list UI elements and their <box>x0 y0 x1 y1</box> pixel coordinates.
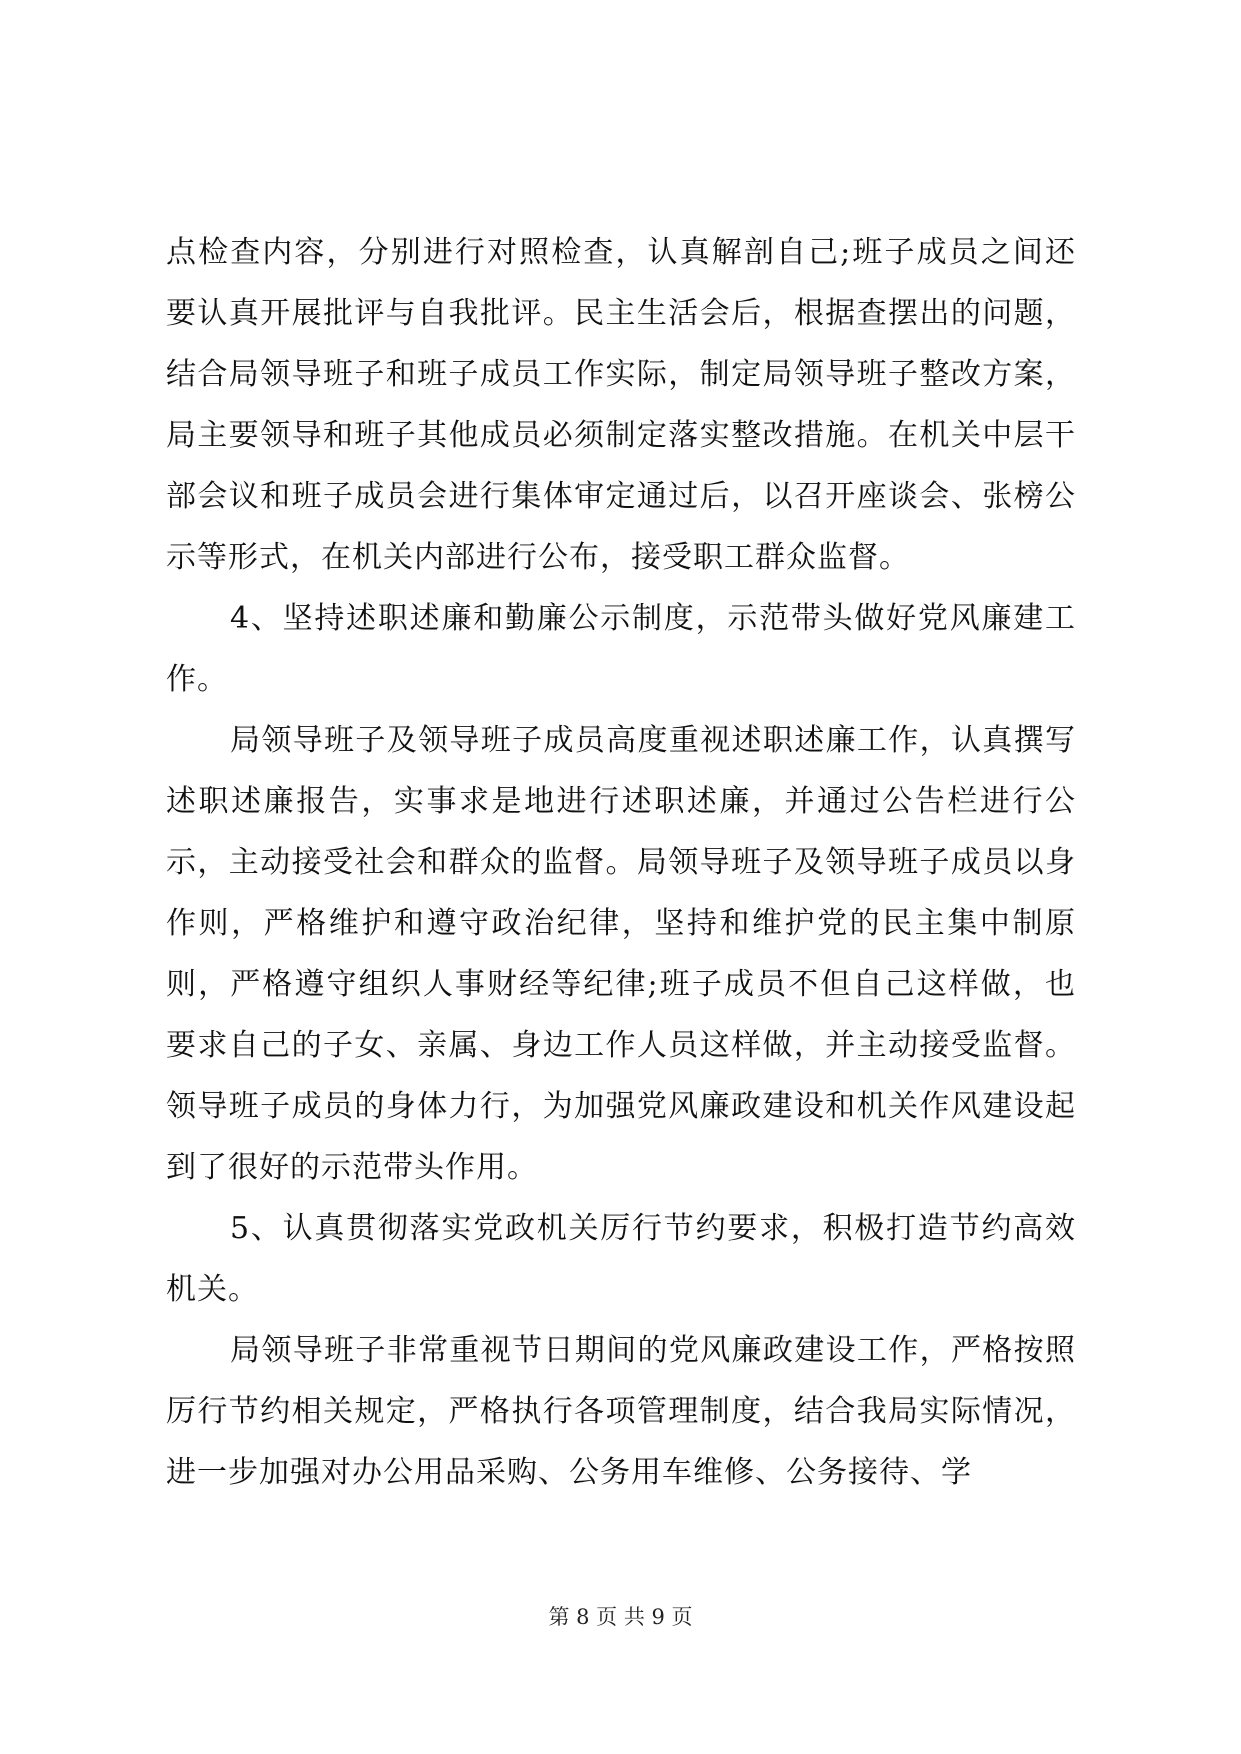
paragraph-debriefing: 局领导班子及领导班子成员高度重视述职述廉工作，认真撰写述职述廉报告，实事求是地进行述职述廉，并通过公告栏进行公示，主动接受社会和群众的监督。局领导班子及领导班子成员以身作则，严格维护和遵守政治纪律，坚持和维护党的民主集中制原则，严格遵守组织人事财经等纪律;班子成员不但自己这样做，也要求自己的子女、亲属、身边工作人员这样做，并主动接受监督。领导班子成员的身体力行，为加强党风廉政建设和机关作风建设起到了很好的示范带头作用。 <box>166 723 1076 1185</box>
section-heading-5: 5、认真贯彻落实党政机关厉行节约要求，积极打造节约高效机关。 <box>166 1211 1076 1307</box>
paragraph-frugality: 局领导班子非常重视节日期间的党风廉政建设工作，严格按照厉行节约相关规定，严格执行各项管理制度，结合我局实际情况，进一步加强对办公用品采购、公务用车维修、公务接待、学 <box>166 1333 1076 1490</box>
paragraph-continuation: 点检查内容，分别进行对照检查，认真解剖自己;班子成员之间还要认真开展批评与自我批评。民主生活会后，根据查摆出的问题，结合局领导班子和班子成员工作实际，制定局领导班子整改方案，局主要领导和班子其他成员必须制定落实整改措施。在机关中层干部会议和班子成员会进行集体审定通过后，以召开座谈会、张榜公示等形式，在机关内部进行公布，接受职工群众监督。 <box>166 235 1076 575</box>
document-body <box>166 222 1076 1503</box>
section-heading-4: 4、坚持述职述廉和勤廉公示制度，示范带头做好党风廉建工作。 <box>166 601 1076 697</box>
page-number-footer: 第 8 页 共 9 页 <box>548 1605 693 1629</box>
